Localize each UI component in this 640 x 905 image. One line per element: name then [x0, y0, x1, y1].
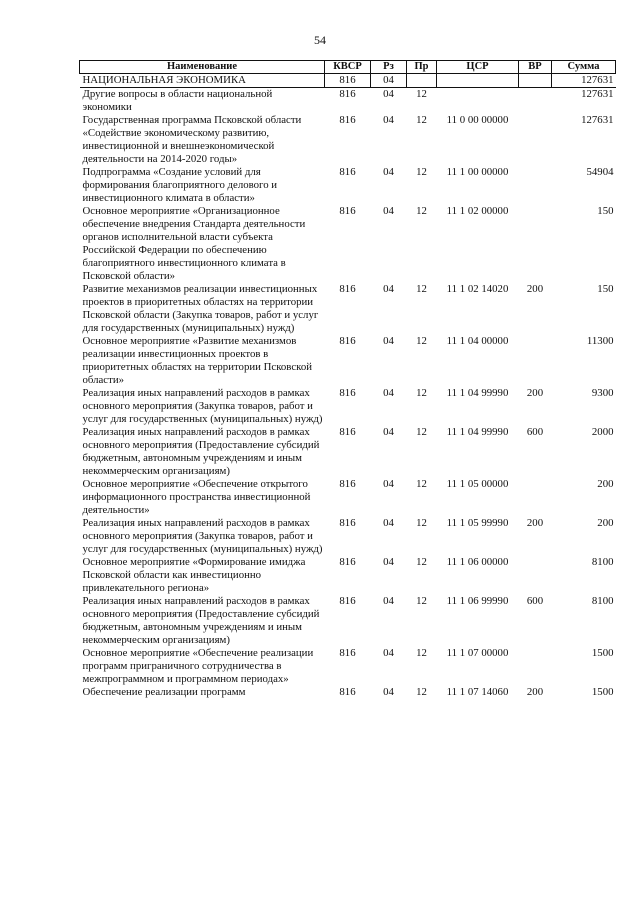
row-rz: 04	[383, 647, 394, 659]
row-csr: 11 1 07 00000	[446, 647, 509, 659]
row-pr: 12	[416, 283, 427, 295]
row-csr: 11 0 00 00000	[446, 114, 509, 126]
header-sum: Сумма	[552, 61, 616, 74]
row-sum: 150	[597, 205, 614, 217]
row-kvsr: 816	[339, 478, 356, 490]
row-csr: 11 1 02 00000	[446, 205, 509, 217]
row-kvsr: 816	[339, 114, 356, 126]
table-row	[80, 283, 616, 335]
row-sum: 11300	[586, 335, 614, 347]
row-pr: 12	[416, 88, 427, 100]
row-rz: 04	[383, 517, 394, 529]
row-name: Основное мероприятие «Обеспечение открытого информационного пространства инвестиционной деятельности»	[82, 478, 311, 516]
row-csr: 11 1 00 00000	[446, 166, 509, 178]
row-name: Другие вопросы в области национальной экономики	[82, 88, 273, 113]
table-header-row	[80, 61, 616, 74]
row-kvsr: 816	[339, 283, 356, 295]
row-rz: 04	[383, 283, 394, 295]
row-sum: 54904	[586, 166, 614, 178]
row-sum: 2000	[591, 426, 614, 438]
row-csr: 11 1 04 00000	[446, 335, 509, 347]
row-vr: 200	[526, 283, 544, 295]
table-row	[80, 166, 616, 205]
header-csr: ЦСР	[437, 61, 519, 74]
row-sum: 1500	[591, 686, 614, 698]
page-number: 54	[314, 33, 326, 47]
row-sum: 127631	[552, 74, 616, 88]
row-name: Основное мероприятие «Организационное обеспечение внедрения Стандарта деятельности органов исполнительной власти субъекта Российской Федерации по обеспечению благоприятного инвестиционного климата в Псковской области»	[82, 205, 306, 282]
row-csr: 11 1 07 14060	[446, 686, 509, 698]
header-rz: Рз	[371, 61, 407, 74]
row-vr: 200	[526, 686, 544, 698]
row-kvsr: 816	[339, 205, 356, 217]
row-csr: 11 1 02 14020	[446, 283, 509, 295]
row-kvsr: 816	[339, 88, 356, 100]
row-csr: 11 1 05 99990	[446, 517, 509, 529]
row-sum: 8100	[591, 595, 614, 607]
row-kvsr: 816	[339, 595, 356, 607]
row-name: Развитие механизмов реализации инвестиционных проектов в приоритетных областях на территории Псковской области (Закупка товаров, работ и услуг для государственных (муниципальных) нужд)	[82, 283, 319, 334]
row-rz: 04	[383, 387, 394, 399]
table-row	[80, 478, 616, 517]
row-sum: 127631	[581, 114, 614, 126]
row-pr: 12	[416, 166, 427, 178]
row-vr	[519, 166, 552, 205]
row-sum: 200	[597, 478, 614, 490]
row-sum: 9300	[591, 387, 614, 399]
row-vr: 600	[526, 595, 544, 607]
row-rz: 04	[383, 556, 394, 568]
row-name: Реализация иных направлений расходов в рамках основного мероприятия (Закупка товаров, работ и услуг для государственных (муниципальных) нужд)	[82, 517, 323, 555]
row-sum: 127631	[581, 88, 614, 100]
row-name: Реализация иных направлений расходов в рамках основного мероприятия (Предоставление субсидий бюджетным, автономным учреждениям и иным некоммерческим организациям)	[82, 426, 320, 477]
table-row	[80, 114, 616, 166]
row-rz: 04	[383, 686, 394, 698]
row-csr	[437, 74, 519, 88]
row-rz: 04	[383, 166, 394, 178]
header-pr: Пр	[407, 61, 437, 74]
row-vr: 200	[526, 517, 544, 529]
row-csr: 11 1 05 00000	[446, 478, 509, 490]
row-pr: 12	[416, 426, 427, 438]
row-name: Подпрограмма «Создание условий для формирования благоприятного делового и инвестиционного климата в области»	[82, 166, 278, 204]
row-pr: 12	[416, 478, 427, 490]
row-csr	[437, 88, 519, 115]
row-name: Реализация иных направлений расходов в рамках основного мероприятия (Предоставление субсидий бюджетным, автономным учреждениям и иным некоммерческим организациям)	[82, 595, 320, 646]
row-rz: 04	[383, 426, 394, 438]
row-kvsr: 816	[339, 556, 356, 568]
row-name: Реализация иных направлений расходов в рамках основного мероприятия (Закупка товаров, работ и услуг для государственных (муниципальных) нужд)	[82, 387, 323, 425]
table-row	[80, 88, 616, 115]
row-rz: 04	[383, 114, 394, 126]
table-row	[80, 686, 616, 699]
row-sum: 200	[597, 517, 614, 529]
row-kvsr: 816	[339, 166, 356, 178]
row-pr: 12	[416, 114, 427, 126]
row-pr: 12	[416, 556, 427, 568]
table-row	[80, 426, 616, 478]
row-sum: 150	[597, 283, 614, 295]
row-kvsr: 816	[325, 74, 371, 88]
table-row	[80, 556, 616, 595]
row-rz: 04	[383, 478, 394, 490]
row-rz: 04	[383, 595, 394, 607]
table-row	[80, 74, 616, 88]
row-vr	[519, 335, 552, 387]
row-csr: 11 1 04 99990	[446, 426, 509, 438]
row-kvsr: 816	[339, 387, 356, 399]
row-vr	[519, 74, 552, 88]
table-row	[80, 647, 616, 686]
row-csr: 11 1 06 00000	[446, 556, 509, 568]
row-kvsr: 816	[339, 647, 356, 659]
row-kvsr: 816	[339, 517, 356, 529]
row-vr	[519, 88, 552, 115]
row-name: Основное мероприятие «Формирование имиджа Псковской области как инвестиционно привлекательного региона»	[82, 556, 306, 594]
row-vr	[519, 205, 552, 283]
row-pr: 12	[416, 517, 427, 529]
row-vr	[519, 647, 552, 686]
row-pr: 12	[416, 387, 427, 399]
row-name: НАЦИОНАЛЬНАЯ ЭКОНОМИКА	[80, 74, 325, 88]
row-pr: 12	[416, 647, 427, 659]
table-row	[80, 595, 616, 647]
row-name: Обеспечение реализации программ	[82, 686, 246, 698]
header-vr: ВР	[519, 61, 552, 74]
header-name: Наименование	[80, 61, 325, 74]
row-kvsr: 816	[339, 686, 356, 698]
row-name: Государственная программа Псковской области «Содействие экономическому развитию, инвестиционной и внешнеэкономической деятельности на 2014-2020 годы»	[82, 114, 302, 165]
row-rz: 04	[383, 335, 394, 347]
row-vr	[519, 114, 552, 166]
header-kvsr: КВСР	[325, 61, 371, 74]
row-rz: 04	[383, 205, 394, 217]
row-pr: 12	[416, 686, 427, 698]
row-csr: 11 1 06 99990	[446, 595, 509, 607]
row-pr: 12	[416, 335, 427, 347]
row-rz: 04	[371, 74, 407, 88]
table-row	[80, 205, 616, 283]
row-pr: 12	[416, 595, 427, 607]
table-row	[80, 335, 616, 387]
row-rz: 04	[383, 88, 394, 100]
row-name: Основное мероприятие «Развитие механизмов реализации инвестиционных проектов в приоритетных областях на территории Псковской области»	[82, 335, 312, 386]
row-sum: 8100	[591, 556, 614, 568]
table-row	[80, 387, 616, 426]
budget-table	[79, 60, 616, 699]
row-sum: 1500	[591, 647, 614, 659]
row-kvsr: 816	[339, 426, 356, 438]
row-kvsr: 816	[339, 335, 356, 347]
row-vr	[519, 478, 552, 517]
row-pr	[407, 74, 437, 88]
row-vr: 600	[526, 426, 544, 438]
row-vr	[519, 556, 552, 595]
row-name: Основное мероприятие «Обеспечение реализации программ приграничного сотрудничества в межпрограммном и программном периодах»	[82, 647, 314, 685]
row-csr: 11 1 04 99990	[446, 387, 509, 399]
row-vr: 200	[526, 387, 544, 399]
table-row	[80, 517, 616, 556]
row-pr: 12	[416, 205, 427, 217]
